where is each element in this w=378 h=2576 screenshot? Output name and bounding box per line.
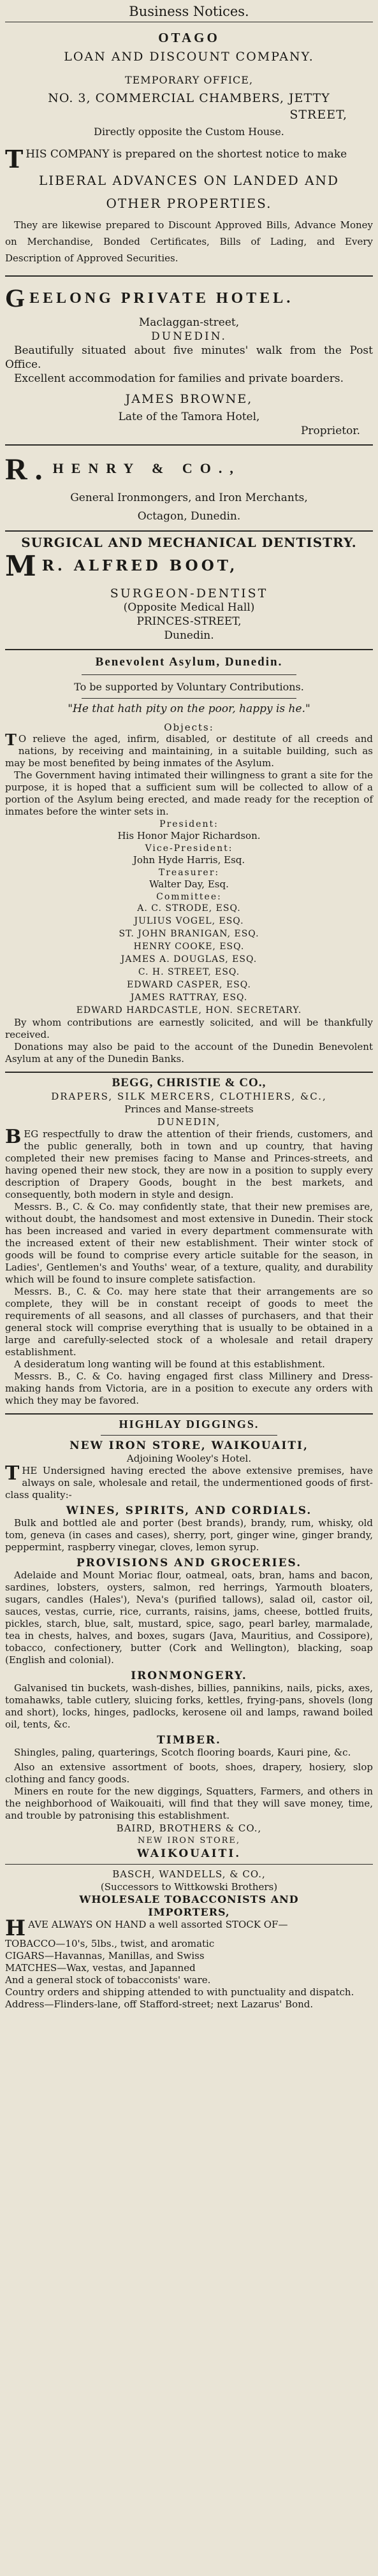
committee-member: JAMES A. DOUGLAS, ESQ. [120,954,258,964]
ad-title-text: R. ALFRED BOOT, [41,557,238,574]
ad-objects-text: O relieve the aged, infirm, disabled, or destitute of all creeds and nations, by receiving and maintaining, in a suitable building, such as may be most benefited by being inmates of the Asylum. [5,733,373,769]
ad-title: SURGICAL AND MECHANICAL DENTISTRY. [21,535,357,550]
ad-line: Beautifully situated about five minutes' walk from the Post Office. [5,344,373,371]
committee-member: C. H. STREET, ESQ. [138,967,240,977]
ad-para: Messrs. B., C. & Co. may here state that their arrangements are so complete, they will be in constant receipt of goods to meet the requirements of all seasons, and all classes of purchasers, and that their general stock will comprise everything that is usually to be obtained in a large and carefully-selected stock of a wholesale and retail drapery establishment. [5,1286,373,1358]
ad-line: PRINCES-STREET, [136,615,242,628]
section-title: PROVISIONS AND GROCERIES. [76,1557,302,1569]
ad-line: General Ironmongers, and Iron Merchants, [70,491,308,504]
ad-president: His Honor Major Richardson. [117,830,261,841]
ad-donations: Donations may also be paid to the account of the Dunedin Benevolent Asylum at any of the Dunedin Banks. [5,1041,373,1065]
divider [101,1435,277,1436]
ad-para [5,1916,373,1941]
dropcap: B [5,1126,22,1148]
ad-streets: Princes and Manse-streets [124,1103,254,1115]
ad-intro-text: HIS COMPANY is prepared on the shortest notice to make [25,148,347,161]
ad-treasurer-label: Treasurer: [158,868,220,878]
ad-begg-christie [5,1076,373,1407]
section-body: Adelaide and Mount Moriac flour, oatmeal, oats, bran, hams and bacon, sardines, lobsters, oysters, salmon, red herrings, Yarmouth bloaters, sugars, candles (Hales'), Neva's (purified tallows), salad oil, castor oil, sauces, vestas, currie, rice, currants, raisins, jams, cheese, bottled fruits, pickles, starch, blue, salt, mustard, spice, sago, pearl barley, marmalade, tea in chests, halves, and boxes, sugars (Java, Mauritius, and Cossipore), tobacco, confectionery, butter (Cork and Wellington), blacking, soap (English and colonial). [5,1569,373,1666]
ad-vp-label: Vice-President: [145,843,233,854]
ad-adjoining: Adjoining Wooley's Hotel. [126,1453,252,1464]
committee-member: HENRY COOKE, ESQ. [133,942,245,952]
masthead: Business Notices. [5,4,373,22]
ad-treasurer: Walter Day, Esq. [149,878,229,890]
divider [5,649,373,650]
section-body: Shingles, paling, quarterings, Scotch flooring boards, Kauri pine, &c. [14,1747,351,1758]
ad-para: Miners en route for the new diggings, Squatters, Farmers, and others in the neighborhood of Waikouaiti, will find that they will save money, time, and trouble by patronising this establishment. [5,1786,373,1821]
committee-member: JAMES RATTRAY, ESQ. [130,993,248,1003]
ad-trade: WHOLESALE TOBACCONISTS AND [79,1893,299,1905]
divider [5,1864,373,1865]
ad-para: Address—Flinders-lane, off Stafford-street; next Lazarus' Bond. [5,1998,314,2010]
ad-vp: John Hyde Harris, Esq. [133,854,245,866]
ad-title [5,283,373,313]
ad-subtitle: LOAN AND DISCOUNT COMPANY. [64,50,314,64]
ad-govt: The Government having intimated their willingness to grant a site for the purpose, it is hoped that a sufficient sum will be collected to allow of a portion of the Asylum being erected, and made ready for the reception of inmates before the winter sets in. [5,769,373,817]
dropcap: M [5,550,40,583]
ad-sign: BAIRD, BROTHERS & CO., [116,1823,262,1834]
divider [5,530,373,532]
divider [5,1072,373,1073]
ad-waikouaiti-store [5,1418,373,1860]
ad-title: BEGG, CHRISTIE & CO., [112,1076,266,1089]
ad-support: To be supported by Voluntary Contributions. [74,681,304,693]
dropcap: G [5,284,29,312]
divider [5,1413,373,1415]
section-body: Bulk and bottled ale and porter (best brands), brandy, rum, whisky, old tom, geneva (in cases and cases), sherry, port, ginger wine, ginger brandy, peppermint, raspberry vinegar, cloves, lemon syrup. [5,1517,373,1553]
ad-store: NEW IRON STORE, WAIKOUAITI, [69,1439,309,1452]
ad-title [5,452,373,487]
ad-successors: (Successors to Wittkowski Brothers) [100,1881,278,1893]
committee-member: JULIUS VOGEL, ESQ. [134,916,244,926]
ad-trade: DRAPERS, SILK MERCERS, CLOTHIERS, &C., [51,1091,327,1102]
committee-member: ST. JOHN BRANIGAN, ESQ. [119,929,259,939]
ad-secretary: EDWARD HARDCASTLE, HON. SECRETARY. [76,1005,302,1015]
ad-para: CIGARS—Havannas, Manillas, and Swiss [5,1950,205,1961]
ad-otago-loan [5,30,373,266]
ad-line: Dunedin. [164,629,214,642]
ad-office: TEMPORARY OFFICE, [124,74,254,86]
ad-para: A desideratum long wanting will be found at this establishment. [14,1358,325,1370]
ad-objects-label: Objects: [164,722,214,733]
ad-title: BASCH, WANDELLS, & CO., [112,1868,266,1880]
ad-opposite: Directly opposite the Custom House. [94,126,284,138]
ad-para: And a general stock of tobacconists' ware. [5,1974,211,1986]
ad-para-text: AVE ALWAYS ON HAND a well assorted STOCK OF— [28,1919,288,1930]
dropcap: T [5,145,24,173]
ad-trade: IMPORTERS, [148,1906,230,1918]
ad-para: Messrs. B., C. & Co. may confidently state, that their new premises are, without doubt, the handsomest and most extensive in Dunedin. Their stock has been increased and varied in every department commensurate with the increased extent of their new establishment. Their winter stock of goods will be found to comprise every article suitable for the season, in Ladies', Gentlemen's and Youths' wear, of a texture, quality, and durability which will be found to insure complete satisfaction. [5,1201,373,1285]
ad-address-street: STREET, [289,108,347,122]
ad-headline: LIBERAL ADVANCES ON LANDED AND [38,173,340,188]
ad-para: TOBACCO—10's, 5lbs., twist, and aromatic [5,1938,215,1949]
ad-sign: WAIKOUAITI. [136,1847,242,1860]
ad-geelong-hotel [5,283,373,438]
ad-committee-label: Committee: [156,892,222,902]
ad-objects [5,733,373,769]
ad-boot-dentist [5,535,373,643]
ad-para: Also an extensive assortment of boots, shoes, drapery, hosiery, slop clothing and fancy goods. [5,1761,373,1785]
ad-headline: OTHER PROPERTIES. [106,196,272,211]
ad-title-text: EELONG PRIVATE HOTEL. [29,290,294,307]
ad-late: Late of the Tamora Hotel, [118,411,260,423]
ad-line: Excellent accommodation for families and private boarders. [14,372,344,385]
section-title: IRONMONGERY. [131,1670,247,1682]
ad-role: Proprietor. [300,425,360,437]
ad-title: HIGHLAY DIGGINGS. [119,1418,259,1430]
ad-title-name [5,550,373,583]
ad-intro [5,1462,373,1501]
ad-street: Maclaggan-street, [138,316,240,329]
ad-basch-wandells [5,1868,373,2011]
ad-para: Messrs. B., C. & Co. having engaged first class Millinery and Dress-making hands from Victoria, are in a position to execute any orders with which they may be favored. [5,1371,373,1406]
divider [5,275,373,277]
ad-para: MATCHES—Wax, vestas, and Japanned [5,1962,196,1974]
ad-intro-text: HE Undersigned having erected the above extensive premises, have always on sale, wholesale and retail, the undermentioned goods of first-class quality:- [5,1465,373,1501]
committee-member: A. C. STRODE, ESQ. [137,903,241,913]
ad-para-text: EG respectfully to draw the attention of their friends, customers, and the public generally, both in town and up country, that having completed their new premises facing to Manse and Princes-streets, and having opened their new stock, they are now in a position to supply every description of Drapery Goods, bought in the best markets, and consequently, both modern in style and design. [5,1128,373,1200]
ad-proprietor: JAMES BROWNE, [125,392,253,406]
ad-title: Benevolent Asylum, Dunedin. [95,655,283,669]
ad-contrib: By whom contributions are earnestly solicited, and will be thankfully received. [5,1017,373,1040]
ad-intro [5,145,373,173]
dropcap: T [5,731,17,749]
committee-member: EDWARD CASPER, ESQ. [127,980,251,990]
divider [82,674,296,675]
ad-role: SURGEON-DENTIST [110,586,268,600]
ad-henry-co [5,452,373,524]
ad-line: (Opposite Medical Hall) [123,601,255,614]
dropcap: R. [5,453,50,486]
section-body: Galvanised tin buckets, wash-dishes, billies, pannikins, nails, picks, axes, tomahawks, table cutlery, sluicing forks, kettles, frying-pans, shovels (long and short), locks, hinges, padlocks, kerosene oil and lamps, rawand boiled oil, tents, &c. [5,1682,373,1730]
divider [82,698,296,699]
ad-benevolent-asylum [5,655,373,1065]
section-title: TIMBER. [157,1734,221,1747]
section-title: WINES, SPIRITS, AND CORDIALS. [66,1504,312,1517]
ad-para: Country orders and shipping attended to with punctuality and dispatch. [5,1986,354,1998]
ad-quote: "He that hath pity on the poor, happy is he." [68,702,310,715]
ad-para [5,1128,373,1201]
ad-sign: NEW IRON STORE, [137,1836,241,1845]
ad-body: They are likewise prepared to Discount Approved Bills, Advance Money on Merchandise, Bonded Certificates, Bills of Lading, and Every Description of Approved Securities. [5,219,373,264]
divider [5,444,373,446]
ad-town: DUNEDIN. [151,330,227,343]
dropcap: H [5,1916,26,1941]
ad-title-text: HENRY & CO., [52,460,241,476]
ad-address: NO. 3, COMMERCIAL CHAMBERS, JETTY [48,91,330,105]
ad-town: DUNEDIN, [157,1116,221,1128]
dropcap: T [5,1462,20,1485]
ad-line: Octagon, Dunedin. [137,510,241,523]
ad-president-label: President: [159,819,219,829]
ad-title: OTAGO [158,30,220,45]
